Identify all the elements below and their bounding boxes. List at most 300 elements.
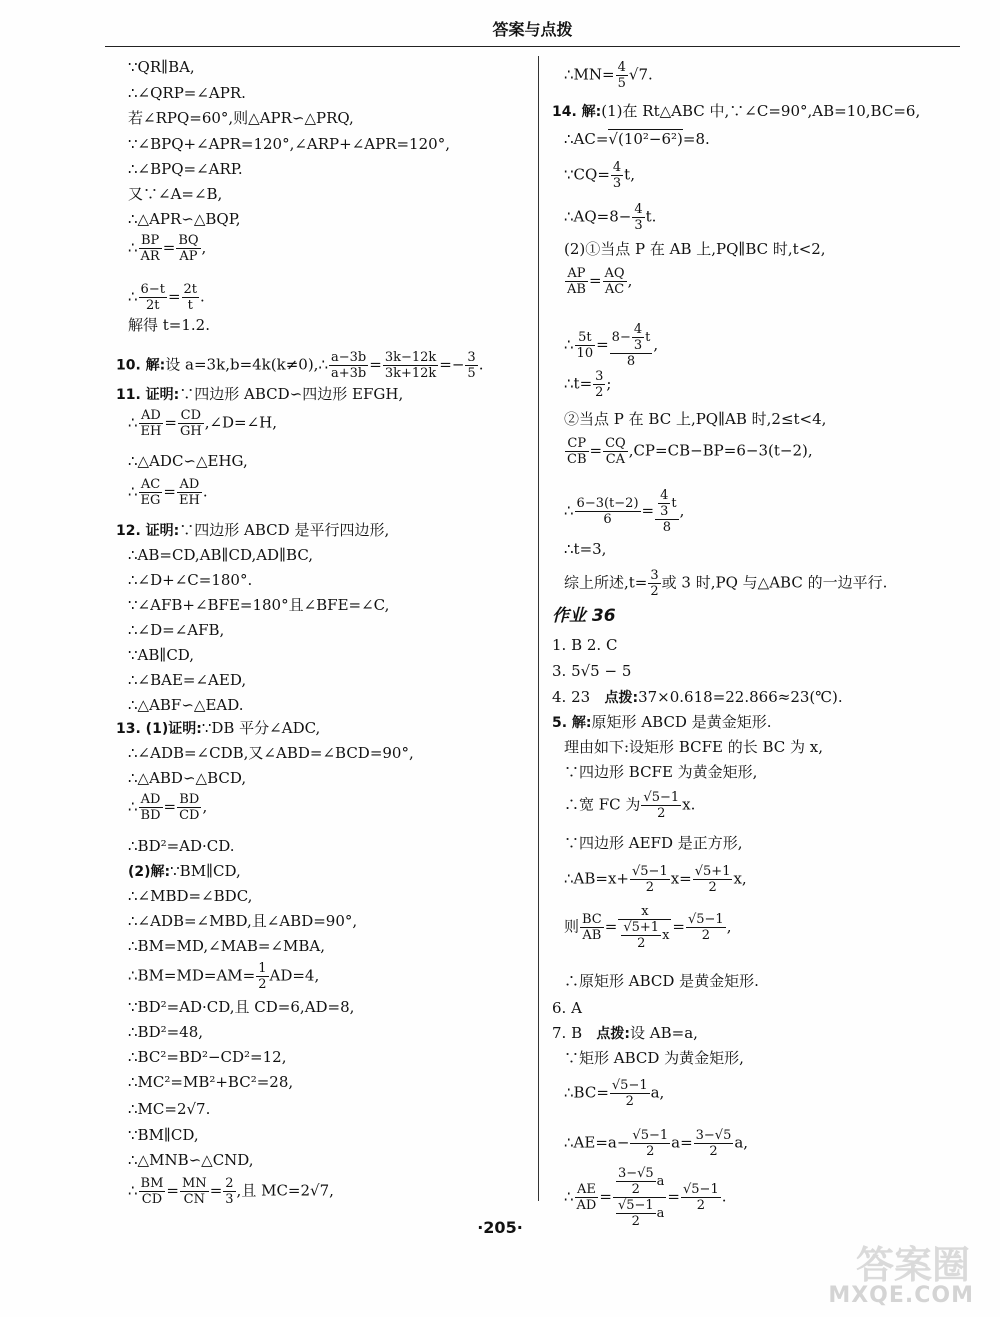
text: 解得 t=1.2. (128, 316, 210, 334)
text-line (128, 1050, 286, 1065)
text: (2)①当点 P 在 AB 上,PQ∥BC 时,t<2, (564, 240, 826, 258)
text-line (564, 542, 606, 557)
text: 又∵∠A=∠B, (128, 185, 223, 203)
denominator: 2 (657, 806, 666, 821)
text-line (128, 623, 224, 638)
fraction (139, 408, 164, 439)
text-line (128, 162, 243, 177)
text: ∵四边形 ABCD 是平行四边形, (179, 521, 390, 539)
text-line: ∴ $\frac{AC}{EG}$ = $\frac{AD}{EH}$ . (128, 477, 208, 508)
text-line (128, 86, 246, 101)
denominator: EG (140, 493, 161, 508)
text-line: 则 $\frac{BC}{AB}$ = x $\frac{√5+1}{2}$ x = $\frac{√5-1}{2}$ , (564, 904, 732, 951)
numerator: 3 (467, 350, 476, 365)
fraction (694, 1128, 734, 1159)
numerator: 4 (633, 322, 643, 337)
fraction (139, 792, 163, 823)
fraction (182, 282, 200, 313)
text: 原矩形 ABCD 是黄金矩形. (591, 713, 772, 731)
text: ∵四边形 ABCD∽四边形 EFGH, (179, 385, 404, 403)
numerator: √5−1 (632, 1128, 669, 1143)
watermark-url: MXQE.COM (828, 1283, 974, 1308)
denominator: CD (141, 1192, 163, 1207)
text: 37×0.618=22.866≈23(℃). (638, 688, 843, 706)
denominator: AR (140, 249, 160, 264)
fraction (575, 496, 641, 527)
text: ∴△MNB∽△CND, (128, 1151, 254, 1169)
fraction (565, 436, 589, 467)
text: t, (624, 165, 635, 184)
numerator: 3−√5 (695, 1128, 732, 1143)
q13-label: 13. (1)证明: (116, 721, 202, 737)
denominator: 2 (701, 928, 710, 943)
denominator: CA (605, 452, 626, 467)
text: 或 3 时,PQ 与△ABC 的一边平行. (661, 573, 888, 592)
text-line (128, 1025, 203, 1040)
fraction (139, 282, 167, 313)
numerator: 2t (183, 282, 198, 297)
text: ∴BD²=48, (128, 1023, 204, 1041)
fraction (178, 408, 204, 439)
text: ∴△ABD∽△BCD, (128, 769, 247, 787)
numerator: 5t (575, 330, 596, 346)
numerator: 4 (612, 160, 622, 175)
fraction (641, 790, 681, 821)
text-line (128, 839, 235, 854)
answer-4 (552, 690, 843, 705)
text-line (564, 1128, 748, 1159)
numerator: √5−1 (683, 1182, 719, 1197)
denominator: 2 (631, 1214, 640, 1229)
text: ∵四边形 AEFD 是正方形, (564, 834, 743, 852)
fraction (630, 1128, 670, 1159)
numerator (655, 488, 679, 520)
denominator: GH (179, 424, 202, 439)
text-line (128, 454, 248, 469)
denominator: 8 (626, 354, 636, 369)
text-line: ∴ $\frac{AD}{BD}$ = $\frac{BD}{CD}$ , (128, 792, 208, 823)
fraction (616, 60, 628, 91)
text-line (564, 568, 887, 599)
numerator: 4 (660, 488, 669, 503)
text: (1)在 Rt△ABC 中,∵∠C=90°,AB=10,BC=6, (601, 102, 921, 120)
denominator: 2 (650, 584, 659, 599)
numerator: √5−1 (632, 864, 668, 879)
denominator: 2 (595, 385, 604, 400)
text: ; (606, 374, 612, 393)
text: ∴∠ADB=∠MBD,且∠ABD=90°, (128, 912, 358, 930)
text-line (564, 369, 611, 400)
denominator: 2t (145, 298, 160, 313)
text-line: ∴ $\frac{5t}{10}$ = 8− $\frac{4}{3}$ t 8 , (564, 322, 659, 369)
fraction (603, 436, 628, 467)
fraction (177, 792, 201, 823)
numerator (613, 1166, 666, 1198)
text-line (128, 746, 414, 761)
text: ∵CQ= (564, 165, 610, 184)
homework-title: 作业 36 (552, 606, 616, 626)
denominator: 3 (660, 504, 669, 519)
text: ∴AE=a− (564, 1133, 630, 1152)
header-title: 答案与点拨 (492, 20, 573, 39)
text: ∴AC= (564, 130, 609, 148)
text-line (564, 412, 826, 427)
text: 设 AB=a, (630, 1024, 698, 1042)
text-line (564, 60, 653, 91)
numerator: 6−t (140, 282, 165, 297)
text-line: ∴ $\frac{AD}{EH}$ = $\frac{CD}{GH}$ ,∠D=∠H, (128, 408, 278, 439)
text-line: ∴ $\frac{AE}{AD}$ = $\frac{3-√5}{2}$ a $\frac{√5-1}{2}$ a = $\frac{√5-1}{2}$ . (564, 1166, 727, 1229)
numerator: √5+1 (694, 864, 731, 879)
q11 (116, 387, 403, 402)
numerator: MN (182, 1176, 207, 1191)
denominator: 10 (576, 346, 594, 361)
watermark-cn: 答案圈 (855, 1243, 970, 1287)
text: ∴AB=x+ (564, 869, 629, 888)
numerator: CP (565, 436, 589, 452)
text: ∴BM=MD=AM= (128, 966, 256, 985)
text: x. (682, 795, 696, 814)
numerator: AE (575, 1182, 599, 1198)
sqrt-expr: √(10²−6²) (608, 130, 683, 148)
fraction (575, 330, 596, 361)
fraction (139, 477, 163, 508)
text: 3. 5√5 − 5 (552, 662, 632, 680)
fraction (648, 568, 660, 599)
text-line: ∴ $\frac{BP}{AR}$ = $\frac{BQ}{AP}$ , (128, 233, 207, 264)
text-line (128, 648, 194, 663)
text: ∵矩形 ABCD 为黄金矩形, (564, 1049, 744, 1067)
text: 则 (564, 917, 580, 936)
denominator: AB (567, 282, 586, 297)
q14-label: 14. 解: (552, 104, 602, 120)
text: ∴BD²=AD·CD. (128, 837, 235, 855)
text-line: $\frac{CP}{CB}$ = $\frac{CQ}{CA}$ ,CP=CB−BP=6−3(t−2), (567, 436, 813, 467)
denominator: AC (604, 282, 625, 297)
fraction (575, 1182, 599, 1213)
q5-label: 5. 解: (552, 715, 592, 731)
denominator: 2 (646, 1144, 655, 1159)
fraction (686, 912, 726, 943)
fraction (256, 961, 268, 992)
text-line (128, 1075, 293, 1090)
numerator: 3 (595, 369, 604, 384)
text: ∴AB=CD,AB∥CD,AD∥BC, (128, 546, 314, 564)
text: t. (645, 207, 657, 226)
denominator: EH (179, 493, 200, 508)
fraction (139, 1176, 166, 1207)
q14 (552, 104, 920, 119)
fraction (139, 233, 162, 264)
text: ∴t=3, (564, 540, 607, 558)
denominator: 5 (617, 76, 626, 91)
text: ∴∠BAE=∠AED, (128, 671, 247, 689)
text-line (564, 242, 826, 257)
text: ∴△ABF∽△EAD. (128, 696, 244, 714)
hint-label: 点拨: (604, 690, 639, 706)
text: ∵四边形 BCFE 为黄金矩形, (564, 763, 758, 781)
text: ∴t= (564, 374, 593, 393)
denominator: a+3b (330, 366, 367, 381)
text: ∴AQ=8− (564, 207, 632, 226)
text-line (564, 765, 757, 780)
text-line (564, 864, 747, 895)
text: ∴宽 FC 为 (564, 795, 641, 814)
page-header (105, 14, 960, 47)
text-line (564, 836, 743, 851)
text-line (564, 740, 823, 755)
text: ,∠D=∠H, (204, 413, 278, 432)
text-line (564, 1051, 744, 1066)
fraction (621, 920, 661, 951)
fraction (180, 1176, 209, 1207)
numerator: √5−1 (643, 790, 680, 805)
text: ∴∠MBD=∠BDC, (128, 887, 253, 905)
text: x (662, 928, 670, 943)
fraction (632, 202, 644, 233)
text: ∴∠ADB=∠CDB,又∠ABD=∠BCD=90°, (128, 744, 414, 762)
denominator: AP (179, 249, 198, 264)
text-line (128, 1000, 354, 1015)
fraction (329, 350, 368, 381)
text: ∴∠D=∠AFB, (128, 621, 225, 639)
numerator: CQ (605, 436, 626, 451)
text: ∴BC= (564, 1083, 609, 1102)
q13 (116, 721, 320, 736)
denominator: BD (140, 808, 161, 823)
numerator: BP (139, 233, 162, 249)
denominator: 2 (258, 977, 267, 992)
fraction (177, 477, 202, 508)
text-line (564, 974, 759, 989)
numerator: 4 (617, 60, 626, 75)
fraction (611, 160, 623, 191)
page-number: ·205· (477, 1218, 523, 1237)
text: =8. (682, 130, 710, 148)
denominator: 3 (612, 176, 622, 191)
numerator: 1 (258, 961, 267, 976)
numerator: 3−√5 (617, 1166, 654, 1181)
q12 (116, 523, 389, 538)
numerator: CD (178, 408, 204, 424)
numerator: 3k−12k (384, 350, 437, 365)
answer-3 (552, 664, 631, 679)
fraction (223, 1176, 235, 1207)
denominator: EH (140, 424, 162, 439)
text-line (128, 573, 252, 588)
denominator: 3k+12k (384, 366, 437, 381)
fraction (681, 1182, 721, 1213)
numerator: 6−3(t−2) (576, 496, 639, 511)
text: ∴△ADC∽△EHG, (128, 452, 248, 470)
text: ∵BM∥CD, (128, 1126, 199, 1144)
denominator: 2 (637, 936, 646, 951)
numerator: 4 (634, 202, 643, 217)
denominator: 3 (633, 338, 643, 353)
numerator: √5−1 (617, 1198, 654, 1213)
numerator (610, 322, 653, 354)
text: 6. A (552, 999, 582, 1017)
denominator: 3 (225, 1192, 234, 1207)
text-line (128, 771, 246, 786)
fraction (610, 1078, 650, 1109)
text: √7. (628, 65, 653, 84)
fraction (693, 864, 733, 895)
text: ∴MN= (564, 65, 615, 84)
text: 1. B 2. C (552, 636, 618, 654)
text: 7. B (552, 1024, 583, 1042)
text-line (128, 939, 325, 954)
text-line (128, 1102, 210, 1117)
text-line: ∴ $\frac{BM}{CD}$ = $\frac{MN}{CN}$ = $\frac{2}{3}$ ,且 MC=2√7, (128, 1176, 334, 1207)
numerator: BC (582, 912, 602, 927)
text: 8− (611, 330, 631, 345)
text-line (128, 1128, 199, 1143)
denominator: 3 (634, 218, 643, 233)
text-line (128, 961, 319, 992)
fraction (616, 1166, 656, 1197)
numerator: x (618, 904, 671, 920)
q10: 10. 解:设 a=3k,b=4k(k≠0),∴ $\frac{a-3b}{a+3b}$ = $\frac{3k-12k}{3k+12k}$ =− $\frac{3}{5}$ . (116, 350, 484, 381)
denominator: AD (576, 1198, 597, 1213)
denominator: 2 (645, 880, 654, 895)
text: ②当点 P 在 BC 上,PQ∥AB 时,2≤t<4, (564, 410, 827, 428)
text: ∴BC²=BD²−CD²=12, (128, 1048, 287, 1066)
text-line (128, 673, 246, 688)
answer-5 (552, 715, 772, 730)
text: a= (671, 1133, 693, 1152)
text: a, (734, 1133, 749, 1152)
text-line: ∴ $\frac{6-3(t-2)}{6}$ = $\frac{4}{3}$ t 8 , (564, 488, 685, 535)
denominator: 2 (625, 1094, 634, 1109)
numerator: BD (177, 792, 201, 808)
text: ∴∠D+∠C=180°. (128, 571, 253, 589)
numerator: AD (139, 792, 163, 808)
text-line (128, 698, 244, 713)
answer-6 (552, 1001, 582, 1016)
denominator: 2 (696, 1198, 705, 1213)
text: a (656, 1174, 665, 1189)
text: 综上所述,t= (564, 573, 648, 592)
text: t (645, 330, 651, 345)
fraction (603, 266, 627, 297)
fraction (593, 369, 605, 400)
denominator: 2 (709, 1144, 718, 1159)
numerator: BQ (178, 233, 199, 248)
text-line (128, 889, 252, 904)
denominator: t (187, 298, 193, 313)
text-line (128, 598, 389, 613)
numerator: 2 (225, 1176, 234, 1191)
text: ∴MC²=MB²+BC²=28, (128, 1073, 294, 1091)
text: . (721, 1187, 727, 1206)
fraction (610, 322, 653, 369)
text: , (726, 917, 732, 936)
fraction (565, 266, 588, 297)
text-line (128, 187, 222, 202)
fraction (465, 350, 477, 381)
text-line (128, 914, 357, 929)
denominator: 5 (467, 366, 476, 381)
text: ∴BM=MD,∠MAB=∠MBA, (128, 937, 326, 955)
denominator: CN (183, 1192, 205, 1207)
numerator: √5−1 (611, 1078, 648, 1093)
numerator: AD (177, 477, 202, 493)
text-line: $\frac{AP}{AB}$ = $\frac{AQ}{AC}$ , (567, 266, 633, 297)
text: ∵∠AFB+∠BFE=180°且∠BFE=∠C, (128, 596, 390, 614)
text: ∴∠QRP=∠APR. (128, 84, 246, 102)
text: a, (650, 1083, 665, 1102)
numerator: √5−1 (687, 912, 724, 927)
text-line (128, 111, 354, 126)
text-line (128, 548, 313, 563)
text-line (128, 318, 210, 333)
hint-label-7: 点拨: (596, 1026, 631, 1042)
numerator: AP (565, 266, 588, 282)
text: ∵∠BPQ+∠APR=120°,∠ARP+∠APR=120°, (128, 135, 450, 153)
numerator: AQ (604, 266, 625, 281)
denominator: 8 (662, 520, 671, 535)
fraction (383, 350, 438, 381)
numerator: BM (140, 1176, 164, 1191)
text: ,且 MC=2√7, (236, 1181, 334, 1200)
text-line (128, 212, 241, 227)
text-line (564, 1078, 664, 1109)
answer-1-2 (552, 638, 617, 653)
text: 理由如下:设矩形 BCFE 的长 BC 为 x, (564, 738, 824, 756)
answer-7 (552, 1026, 698, 1041)
text: ∵AB∥CD, (128, 646, 195, 664)
homework-heading (552, 608, 616, 625)
text: 设 a=3k,b=4k(k≠0),∴ (165, 355, 328, 374)
fraction (618, 904, 671, 951)
text: ∴△APR∽△BQP, (128, 210, 241, 228)
text-line (564, 160, 635, 191)
text: ∴MC=2√7. (128, 1100, 211, 1118)
text: ∴原矩形 ABCD 是黄金矩形. (564, 972, 759, 990)
text-line (128, 60, 195, 75)
q12-label: 12. 证明: (116, 523, 180, 539)
denominator: CD (179, 808, 200, 823)
text: ,CP=CB−BP=6−3(t−2), (628, 441, 813, 460)
text: x= (670, 869, 692, 888)
text: AD=4, (269, 966, 320, 985)
fraction (176, 233, 200, 264)
watermark-logo (790, 1230, 980, 1310)
text-line: ∴ $\frac{6-t}{2t}$ = $\frac{2t}{t}$ . (128, 282, 205, 313)
denominator: AB (582, 928, 602, 943)
text: t (671, 496, 677, 511)
text-line (564, 202, 656, 233)
text: ∵BD²=AD·CD,且 CD=6,AD=8, (128, 998, 355, 1016)
text: a (656, 1206, 665, 1221)
fraction (630, 864, 670, 895)
denominator (618, 920, 671, 951)
column-divider (538, 56, 539, 1201)
numerator: AD (139, 408, 164, 424)
text-line (128, 864, 241, 879)
text: 4. 23 (552, 688, 591, 706)
fraction (580, 912, 604, 943)
text-line (128, 137, 450, 152)
numerator: √5+1 (623, 920, 660, 935)
text-line (564, 790, 695, 821)
fraction (655, 488, 679, 535)
denominator: 2 (631, 1182, 640, 1197)
text-line (128, 1153, 254, 1168)
numerator: AC (139, 477, 163, 493)
q10-label: 10. 解: (116, 357, 166, 374)
